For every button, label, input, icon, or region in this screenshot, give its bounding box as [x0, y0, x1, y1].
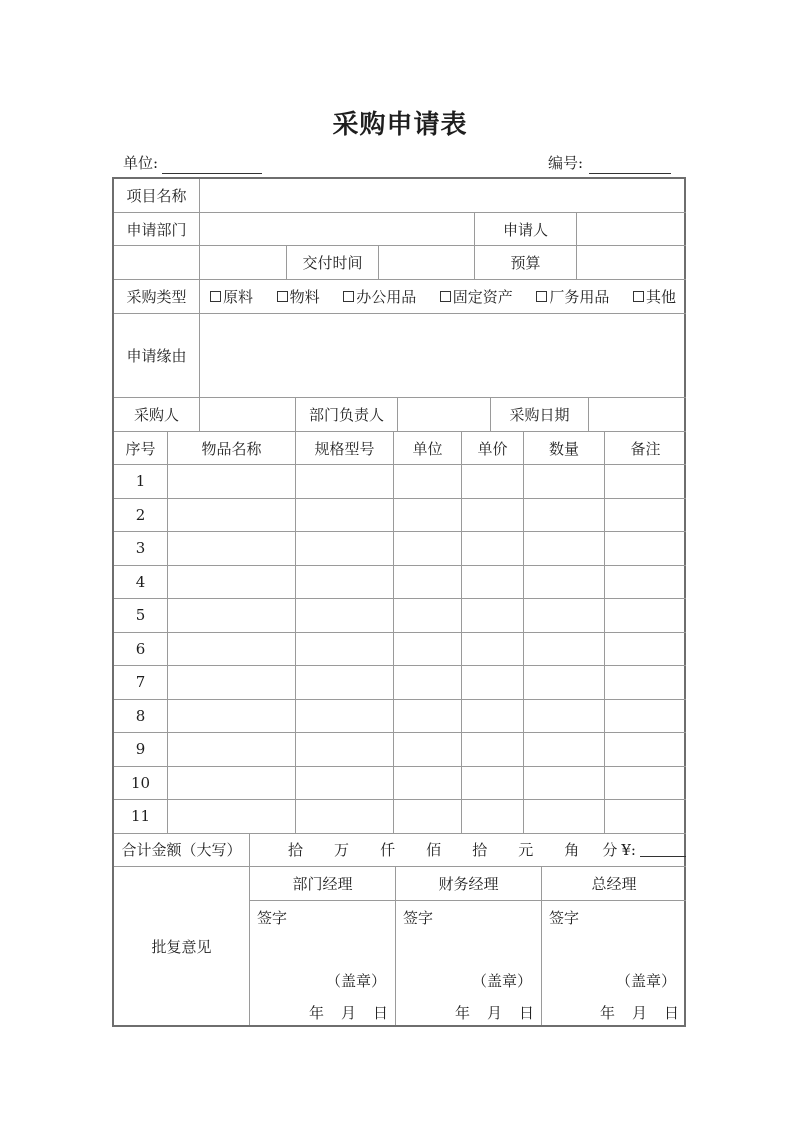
budget-field[interactable] — [577, 246, 686, 280]
col-unit-price-header: 单价 — [462, 432, 524, 465]
seal-label: （盖章） — [326, 972, 387, 990]
col-spec-cell[interactable] — [296, 532, 394, 566]
col-quantity-cell[interactable] — [524, 800, 605, 834]
purchase-type-options — [200, 280, 686, 314]
reason-label: 申请缘由 — [114, 314, 200, 398]
col-remark-cell[interactable] — [605, 599, 686, 633]
dept-field[interactable] — [200, 213, 475, 246]
row-number: 10 — [114, 767, 168, 801]
unit-yuan: 元 — [518, 841, 534, 859]
col-unit-cell[interactable] — [394, 666, 462, 700]
col-unit-cell[interactable] — [394, 499, 462, 533]
col-remark-cell[interactable] — [605, 767, 686, 801]
dept-head-field[interactable] — [398, 398, 491, 432]
date-year: 年 — [600, 1004, 616, 1022]
col-quantity-cell[interactable] — [524, 666, 605, 700]
col-unit-price-cell[interactable] — [462, 599, 524, 633]
col-quantity-cell[interactable] — [524, 733, 605, 767]
option-office[interactable]: 办公用品 — [343, 286, 416, 307]
blank-field[interactable] — [114, 246, 200, 280]
col-remark-cell[interactable] — [605, 566, 686, 600]
col-unit-price-cell[interactable] — [462, 633, 524, 667]
row-number: 4 — [114, 566, 168, 600]
unit-shi-2: 拾 — [472, 841, 488, 859]
checkbox-icon[interactable] — [633, 291, 644, 302]
yen-label: ¥: — [621, 840, 636, 859]
purchase-type-label: 采购类型 — [114, 280, 200, 314]
col-item-name-cell[interactable] — [168, 499, 296, 533]
col-item-name-cell[interactable] — [168, 599, 296, 633]
option-fixed-assets[interactable]: 固定资产 — [440, 286, 513, 307]
checkbox-icon[interactable] — [536, 291, 547, 302]
checkbox-icon[interactable] — [343, 291, 354, 302]
sign-label: 签字 — [403, 909, 434, 927]
project-name-label: 项目名称 — [114, 179, 200, 213]
checkbox-icon[interactable] — [210, 291, 221, 302]
option-factory[interactable]: 厂务用品 — [536, 286, 609, 307]
col-unit-cell[interactable] — [394, 599, 462, 633]
budget-label: 预算 — [475, 246, 577, 280]
number-label: 编号: — [548, 154, 584, 172]
approval-label: 批复意见 — [114, 867, 250, 1025]
col-unit-cell[interactable] — [394, 733, 462, 767]
row-number: 3 — [114, 532, 168, 566]
unit-bai: 佰 — [426, 841, 442, 859]
col-spec-cell[interactable] — [296, 700, 394, 734]
col-quantity-cell[interactable] — [524, 700, 605, 734]
col-unit-cell[interactable] — [394, 566, 462, 600]
col-quantity-cell[interactable] — [524, 465, 605, 499]
row-number: 7 — [114, 666, 168, 700]
row-number: 6 — [114, 633, 168, 667]
buyer-field[interactable] — [200, 398, 296, 432]
col-spec-cell[interactable] — [296, 633, 394, 667]
option-supplies[interactable]: 物料 — [277, 286, 320, 307]
checkbox-icon[interactable] — [440, 291, 451, 302]
row-number: 2 — [114, 499, 168, 533]
date-day: 日 — [519, 1004, 535, 1022]
seal-label: （盖章） — [616, 972, 677, 990]
col-unit-price-cell[interactable] — [462, 666, 524, 700]
col-unit-price-cell[interactable] — [462, 733, 524, 767]
col-remark-cell[interactable] — [605, 532, 686, 566]
col-spec-cell[interactable] — [296, 499, 394, 533]
col-remark-cell[interactable] — [605, 633, 686, 667]
col-quantity-cell[interactable] — [524, 532, 605, 566]
col-unit-price-cell[interactable] — [462, 465, 524, 499]
option-other[interactable]: 其他 — [633, 286, 676, 307]
col-remark-cell[interactable] — [605, 733, 686, 767]
unit-qian: 仟 — [380, 841, 396, 859]
col-quantity-cell[interactable] — [524, 499, 605, 533]
reason-field[interactable] — [200, 314, 686, 398]
col-quantity-cell[interactable] — [524, 633, 605, 667]
col-unit-price-cell[interactable] — [462, 700, 524, 734]
applicant-field[interactable] — [577, 213, 686, 246]
col-spec-cell[interactable] — [296, 465, 394, 499]
col-item-name-cell[interactable] — [168, 767, 296, 801]
yen-input-line[interactable] — [640, 842, 686, 857]
col-quantity-cell[interactable] — [524, 767, 605, 801]
date-month: 月 — [632, 1004, 648, 1022]
row-number: 9 — [114, 733, 168, 767]
col-item-name-cell[interactable] — [168, 800, 296, 834]
col-spec-cell[interactable] — [296, 767, 394, 801]
row-number: 1 — [114, 465, 168, 499]
col-unit-price-cell[interactable] — [462, 767, 524, 801]
total-label: 合计金额（大写） — [114, 833, 250, 867]
total-amount-field[interactable] — [250, 833, 686, 867]
seal-label: （盖章） — [472, 972, 533, 990]
unit-fen: 分 — [602, 841, 618, 859]
col-item-name-cell[interactable] — [168, 532, 296, 566]
col-spec-cell[interactable] — [296, 566, 394, 600]
row-number: 11 — [114, 800, 168, 834]
col-item-name-cell[interactable] — [168, 733, 296, 767]
col-unit-price-cell[interactable] — [462, 499, 524, 533]
unit-shi: 拾 — [288, 841, 304, 859]
col-remark-cell[interactable] — [605, 700, 686, 734]
col-spec-cell[interactable] — [296, 666, 394, 700]
row-number: 5 — [114, 599, 168, 633]
role-finance-manager: 财务经理 — [396, 867, 542, 901]
col-spec-cell[interactable] — [296, 733, 394, 767]
number-input-line[interactable] — [589, 157, 671, 174]
col-unit-cell[interactable] — [394, 633, 462, 667]
col-item-name-cell[interactable] — [168, 633, 296, 667]
col-remark-cell[interactable] — [605, 800, 686, 834]
purchase-date-label: 采购日期 — [491, 398, 589, 432]
role-dept-manager: 部门经理 — [250, 867, 396, 901]
unit-jiao: 角 — [564, 841, 580, 859]
delivery-time-label: 交付时间 — [287, 246, 379, 280]
dept-head-label: 部门负责人 — [296, 398, 398, 432]
col-unit-cell[interactable] — [394, 532, 462, 566]
col-remark-cell[interactable] — [605, 666, 686, 700]
date-year: 年 — [455, 1004, 471, 1022]
role-general-manager: 总经理 — [542, 867, 686, 901]
delivery-time-field[interactable] — [379, 246, 475, 280]
sign-label: 签字 — [549, 909, 580, 927]
col-quantity-cell[interactable] — [524, 566, 605, 600]
col-quantity-cell[interactable] — [524, 599, 605, 633]
buyer-label: 采购人 — [114, 398, 200, 432]
blank-field-2[interactable] — [200, 246, 287, 280]
project-name-field[interactable] — [200, 179, 686, 213]
col-unit-cell[interactable] — [394, 767, 462, 801]
col-index-header: 序号 — [114, 432, 168, 465]
col-item-name-cell[interactable] — [168, 700, 296, 734]
date-year: 年 — [309, 1004, 325, 1022]
col-unit-price-cell[interactable] — [462, 800, 524, 834]
sign-label: 签字 — [257, 909, 288, 927]
col-unit-cell[interactable] — [394, 465, 462, 499]
option-raw-material[interactable]: 原料 — [210, 286, 253, 307]
col-remark-cell[interactable] — [605, 499, 686, 533]
unit-field[interactable] — [123, 152, 262, 174]
row-number: 8 — [114, 700, 168, 734]
col-remark-cell[interactable] — [605, 465, 686, 499]
col-item-name-header: 物品名称 — [168, 432, 296, 465]
col-remark-header: 备注 — [605, 432, 686, 465]
date-day: 日 — [373, 1004, 389, 1022]
purchase-date-field[interactable] — [589, 398, 686, 432]
unit-label: 单位: — [123, 154, 159, 172]
col-spec-cell[interactable] — [296, 800, 394, 834]
applicant-label: 申请人 — [475, 213, 577, 246]
col-unit-header: 单位 — [394, 432, 462, 465]
unit-wan: 万 — [334, 841, 350, 859]
unit-input-line[interactable] — [162, 157, 262, 174]
col-item-name-cell[interactable] — [168, 566, 296, 600]
col-unit-cell[interactable] — [394, 800, 462, 834]
dept-label: 申请部门 — [114, 213, 200, 246]
page-title: 采购申请表 — [332, 110, 468, 140]
form-table — [112, 177, 686, 1027]
col-spec-header: 规格型号 — [296, 432, 394, 465]
col-item-name-cell[interactable] — [168, 666, 296, 700]
col-unit-price-cell[interactable] — [462, 566, 524, 600]
col-unit-price-cell[interactable] — [462, 532, 524, 566]
date-month: 月 — [341, 1004, 357, 1022]
date-day: 日 — [664, 1004, 680, 1022]
date-month: 月 — [487, 1004, 503, 1022]
col-item-name-cell[interactable] — [168, 465, 296, 499]
col-spec-cell[interactable] — [296, 599, 394, 633]
checkbox-icon[interactable] — [277, 291, 288, 302]
col-unit-cell[interactable] — [394, 700, 462, 734]
col-quantity-header: 数量 — [524, 432, 605, 465]
number-field[interactable] — [548, 152, 671, 174]
